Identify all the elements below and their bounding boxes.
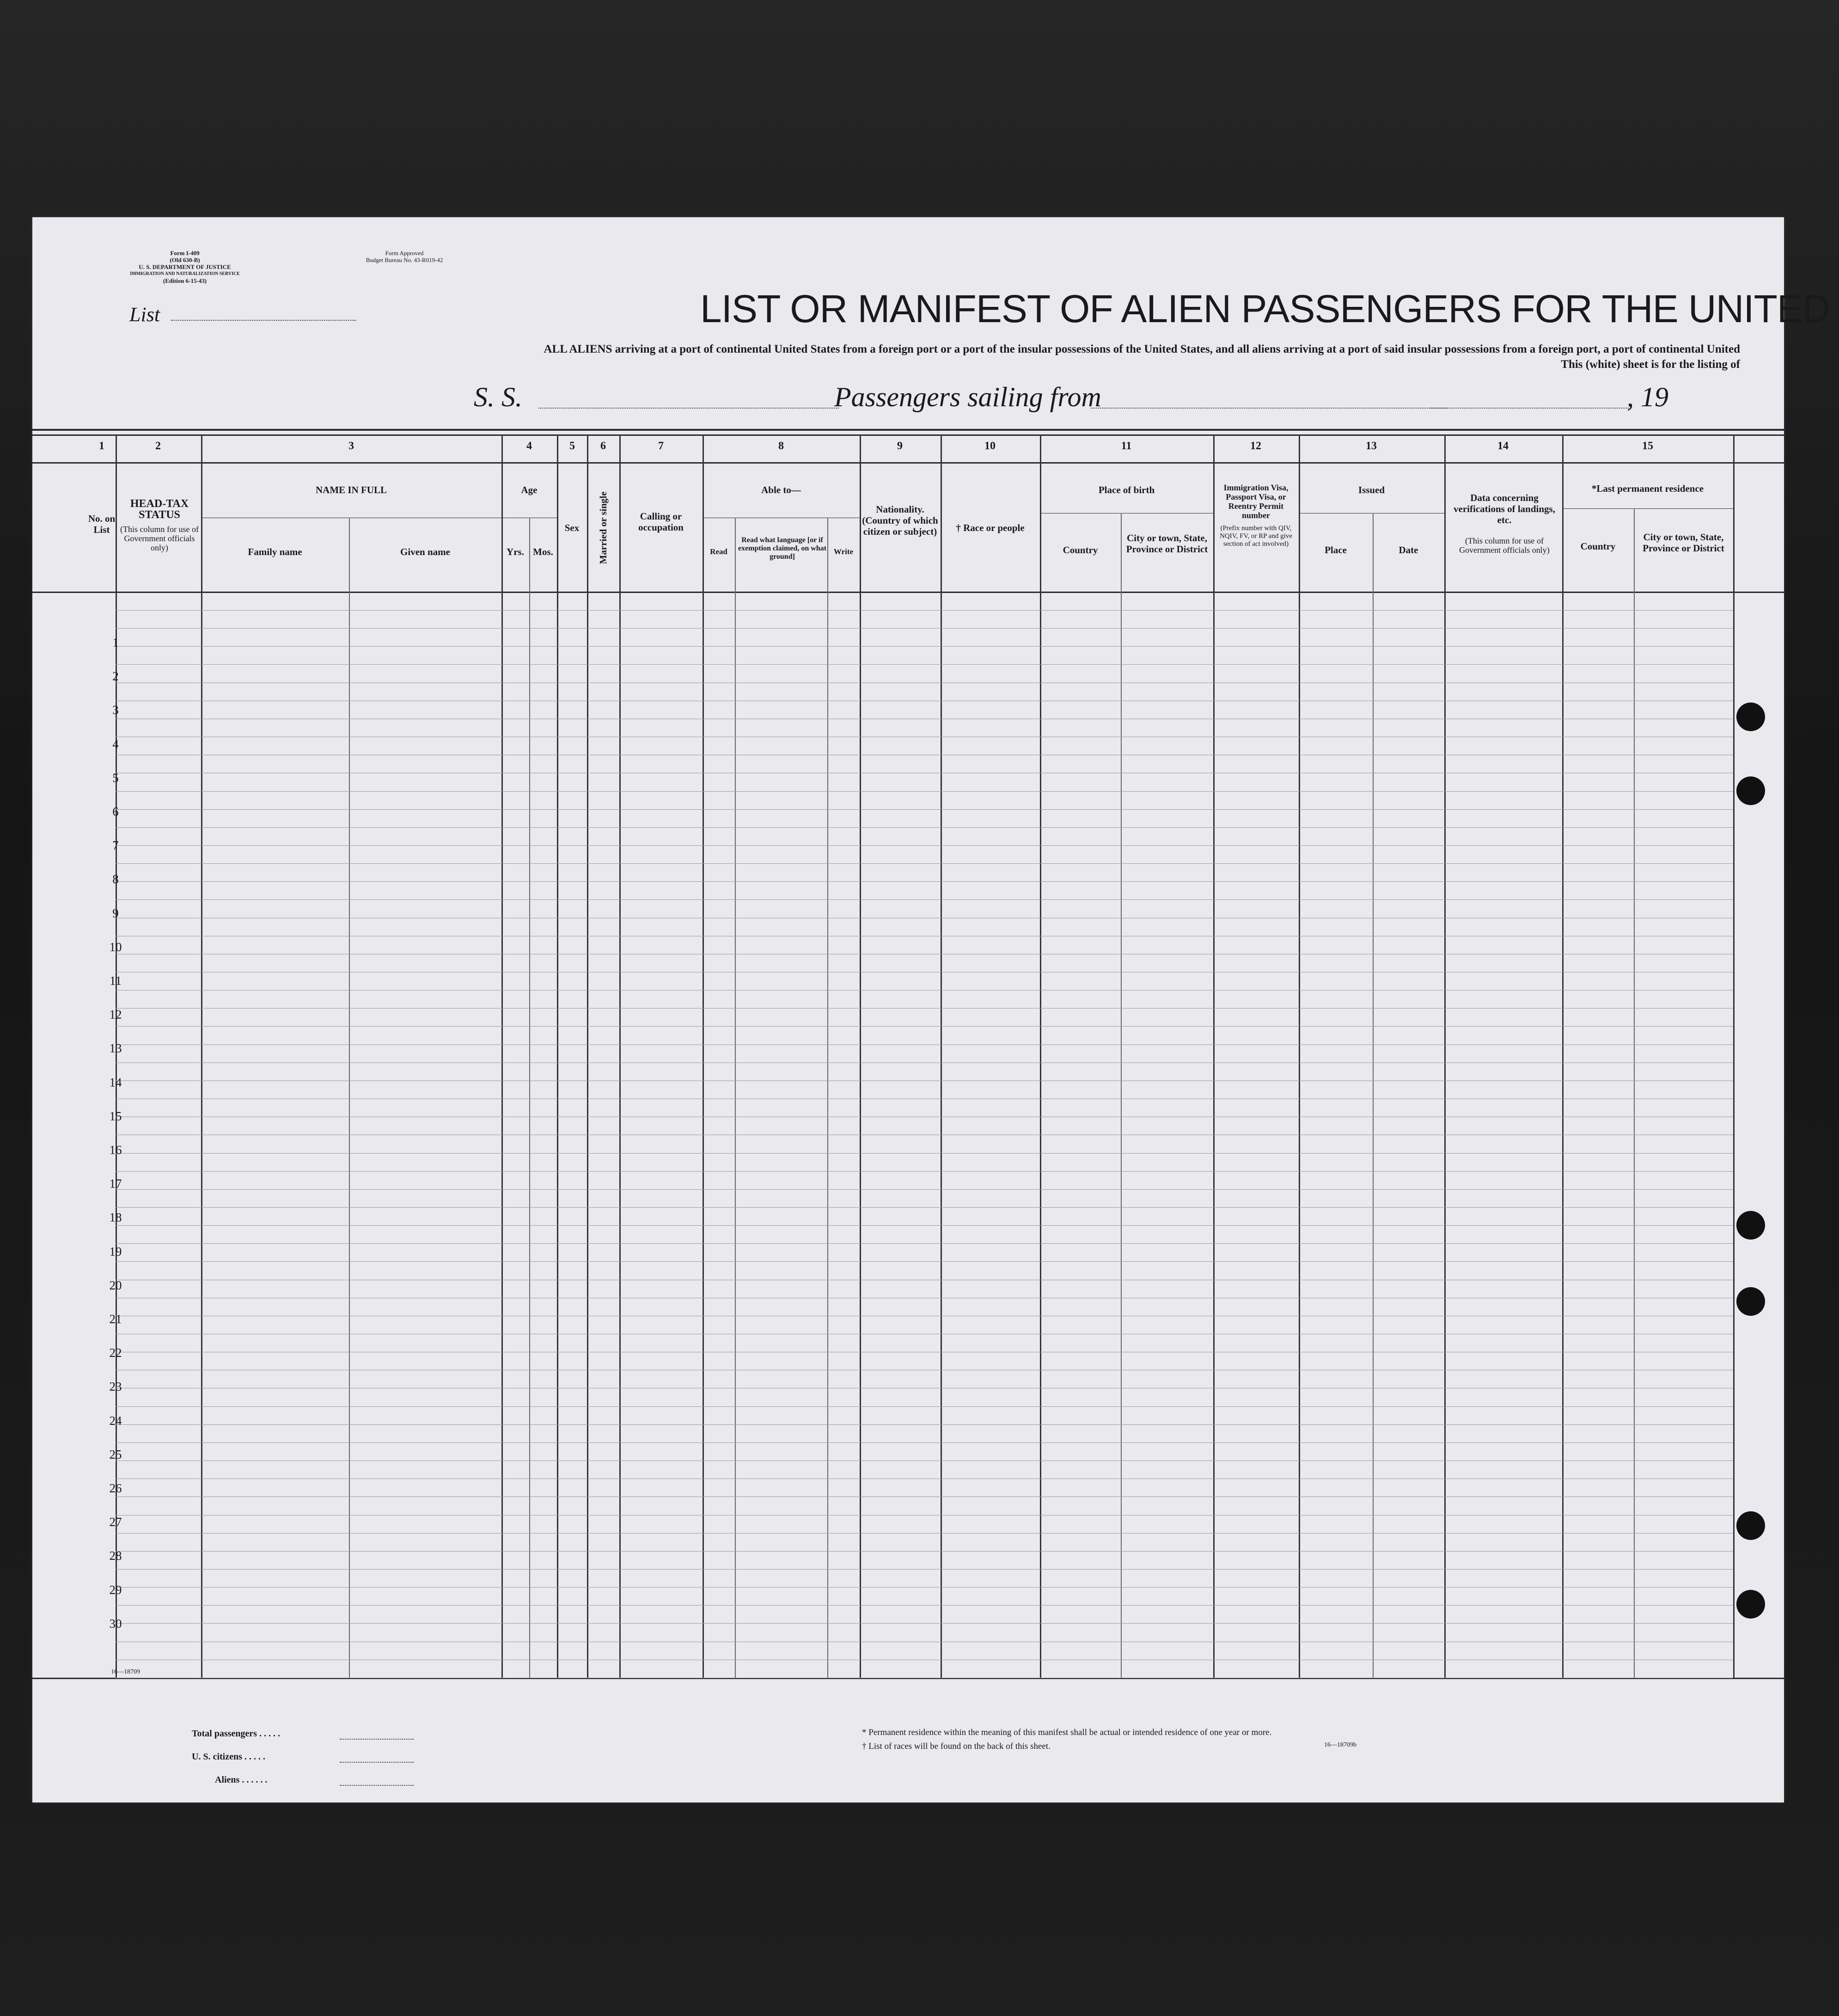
header-visa: Immigration Visa, Passport Visa, or Reentry Permit number bbox=[1223, 483, 1289, 520]
row-number: 6 bbox=[112, 805, 119, 819]
row-rule bbox=[116, 1225, 1733, 1226]
col-number: 14 bbox=[1497, 440, 1509, 452]
row-rule bbox=[116, 1406, 1733, 1407]
row-number: 26 bbox=[109, 1481, 122, 1495]
col-line bbox=[1733, 434, 1735, 1678]
col-line bbox=[1634, 508, 1635, 1678]
row-number: 28 bbox=[109, 1549, 122, 1563]
row-number: 13 bbox=[109, 1041, 122, 1056]
header-city-2: City or town, State, Province or District bbox=[1643, 531, 1724, 554]
list-label: List bbox=[129, 303, 160, 326]
row-rule bbox=[116, 809, 1733, 810]
print-code: 16—18709 bbox=[111, 1668, 140, 1675]
binder-hole bbox=[1736, 776, 1765, 805]
approval-block bbox=[328, 250, 481, 263]
row-rule bbox=[116, 610, 1733, 611]
row-rule bbox=[116, 1478, 1733, 1479]
row-number: 8 bbox=[112, 872, 119, 886]
row-number: 23 bbox=[109, 1380, 122, 1394]
total-line bbox=[340, 1739, 414, 1740]
col-line bbox=[1299, 434, 1300, 1678]
row-rule bbox=[116, 827, 1733, 828]
binder-hole bbox=[1736, 1511, 1765, 1540]
col-line bbox=[860, 434, 861, 1678]
header-calling: Calling or occupation bbox=[638, 511, 684, 533]
form-sub: (Old 630-B) bbox=[170, 257, 200, 263]
row-number: 12 bbox=[109, 1008, 122, 1022]
footer-note-races: † List of races will be found on the back of this sheet. bbox=[862, 1741, 1051, 1751]
row-number: 30 bbox=[109, 1616, 122, 1631]
col-number: 6 bbox=[600, 440, 606, 452]
row-rule bbox=[116, 1587, 1733, 1588]
col-line bbox=[703, 434, 704, 1678]
col-line bbox=[1444, 434, 1446, 1678]
sailing-label: Passengers sailing from bbox=[834, 382, 1101, 412]
row-rule bbox=[116, 664, 1733, 665]
header-no-on-list: No. on List bbox=[88, 513, 116, 535]
row-rule bbox=[116, 899, 1733, 900]
row-number: 18 bbox=[109, 1210, 122, 1225]
date-line bbox=[1430, 408, 1629, 409]
header-date: Date bbox=[1399, 544, 1418, 556]
table-top-rule bbox=[32, 429, 1784, 431]
row-number: 11 bbox=[110, 974, 122, 988]
row-number: 4 bbox=[112, 737, 119, 751]
row-number: 7 bbox=[112, 838, 119, 853]
header-visa-note: (Prefix number with QIV, NQIV, FV, or RP and give section of act involved) bbox=[1220, 525, 1292, 548]
row-rule bbox=[116, 845, 1733, 846]
col-line bbox=[529, 518, 530, 1678]
header-city: City or town, State, Province or District bbox=[1126, 532, 1208, 555]
col-line bbox=[349, 518, 350, 1678]
col-number: 4 bbox=[526, 440, 532, 452]
row-number: 24 bbox=[109, 1413, 122, 1428]
budget: Budget Bureau No. 43-R019-42 bbox=[366, 257, 443, 263]
col-number: 9 bbox=[897, 440, 903, 452]
binder-hole bbox=[1736, 703, 1765, 731]
citizens-line bbox=[340, 1762, 414, 1763]
col-line bbox=[827, 518, 828, 1678]
row-rule bbox=[116, 1442, 1733, 1443]
header-bottom-rule bbox=[32, 592, 1784, 593]
row-number: 15 bbox=[109, 1109, 122, 1123]
col-number: 11 bbox=[1121, 440, 1132, 452]
row-rule bbox=[116, 1551, 1733, 1552]
header-mos: Mos. bbox=[533, 546, 553, 557]
page-title: LIST OR MANIFEST OF ALIEN PASSENGERS FOR THE UNITED bbox=[700, 287, 1830, 330]
ss-label: S. S. bbox=[474, 382, 522, 412]
row-number: 9 bbox=[112, 906, 119, 920]
row-rule bbox=[116, 1424, 1733, 1425]
header-verification-note: (This column for use of Government officials only) bbox=[1459, 536, 1550, 555]
footer-note-residence: * Permanent residence within the meaning of this manifest shall be actual or intended residence of one year or more. bbox=[862, 1728, 1272, 1737]
binder-hole bbox=[1736, 1211, 1765, 1240]
service: IMMIGRATION AND NATURALIZATION SERVICE bbox=[130, 271, 240, 276]
footer-total-passengers: Total passengers . . . . . bbox=[192, 1729, 280, 1739]
row-rule bbox=[116, 1153, 1733, 1154]
header-married-or-single: Married or single bbox=[598, 491, 609, 564]
edition: (Edition 6-15-43) bbox=[163, 277, 207, 284]
row-rule bbox=[116, 628, 1733, 629]
row-number: 16 bbox=[109, 1143, 122, 1157]
header-head-tax: HEAD-TAX STATUS bbox=[130, 498, 189, 521]
row-rule bbox=[116, 1623, 1733, 1624]
col-line bbox=[1562, 434, 1564, 1678]
header-sex: Sex bbox=[564, 522, 580, 533]
row-number: 14 bbox=[109, 1075, 122, 1089]
col-line bbox=[1213, 434, 1215, 1678]
table-top-rule-2 bbox=[32, 434, 1784, 436]
form-id: Form I-409 bbox=[170, 250, 200, 257]
row-number: 29 bbox=[109, 1582, 122, 1597]
row-number: 27 bbox=[109, 1515, 122, 1529]
department: U. S. DEPARTMENT OF JUSTICE bbox=[139, 263, 231, 270]
approved: Form Approved bbox=[385, 250, 424, 257]
header-nationality: Nationality. (Country of which citizen or subject) bbox=[862, 504, 938, 537]
col-line bbox=[619, 434, 621, 1678]
row-number: 21 bbox=[109, 1312, 122, 1326]
row-number: 17 bbox=[109, 1177, 122, 1191]
col-line bbox=[941, 434, 942, 1678]
col-number: 1 bbox=[99, 440, 104, 452]
footer-code: 16—18709b bbox=[1324, 1741, 1356, 1748]
header-read: Read bbox=[710, 547, 727, 556]
row-number: 1 bbox=[112, 635, 119, 649]
row-number: 10 bbox=[109, 940, 122, 954]
header-country-2: Country bbox=[1580, 541, 1616, 552]
col-number: 7 bbox=[658, 440, 664, 452]
row-rule bbox=[116, 1171, 1733, 1172]
ss-line bbox=[538, 408, 839, 409]
row-number: 20 bbox=[109, 1278, 122, 1292]
col-line bbox=[1040, 434, 1041, 1678]
header-yrs: Yrs. bbox=[507, 546, 524, 557]
row-rule bbox=[116, 1189, 1733, 1190]
header-race: † Race or people bbox=[956, 522, 1025, 533]
col-number: 13 bbox=[1366, 440, 1377, 452]
row-rule bbox=[116, 1207, 1733, 1208]
header-issued: Issued bbox=[1358, 484, 1385, 495]
col-number: 8 bbox=[778, 440, 784, 452]
header-write: Write bbox=[833, 547, 854, 556]
header-able-to: Able to— bbox=[761, 484, 801, 495]
row-number: 3 bbox=[112, 703, 119, 717]
row-rule bbox=[116, 1243, 1733, 1244]
col-line bbox=[587, 434, 588, 1678]
subtitle-line-1: ALL ALIENS arriving at a port of continental United States from a foreign port or a port of the insular possessions of the United States, and all aliens arriving at a port of said insular possessions from a foreign port, a port of continental United bbox=[544, 343, 1740, 355]
header-age: Age bbox=[521, 484, 538, 495]
row-rule bbox=[116, 1261, 1733, 1262]
binder-hole bbox=[1736, 1287, 1765, 1316]
form-id-block bbox=[116, 250, 254, 284]
row-rule bbox=[116, 863, 1733, 864]
manifest-sheet bbox=[32, 217, 1830, 1802]
row-number: 2 bbox=[112, 669, 119, 684]
colnum-rule bbox=[32, 462, 1784, 464]
header-head-tax-note: (This column for use of Government officials only) bbox=[120, 525, 199, 552]
col-line bbox=[557, 434, 558, 1678]
aliens-line bbox=[340, 1785, 414, 1786]
header-name-in-full: NAME IN FULL bbox=[315, 484, 387, 495]
header-read-language: Read what language [or if exemption claimed, on what ground] bbox=[738, 536, 827, 561]
row-rule bbox=[116, 1605, 1733, 1606]
binder-hole bbox=[1736, 1590, 1765, 1619]
col-number: 3 bbox=[348, 440, 354, 452]
sailing-line bbox=[1091, 408, 1447, 409]
row-number: 22 bbox=[109, 1346, 122, 1360]
col-line bbox=[1121, 513, 1122, 1678]
subtitle-line-2: This (white) sheet is for the listing of bbox=[1561, 358, 1740, 371]
header-family-name: Family name bbox=[248, 546, 302, 557]
header-verification: Data concerning verifications of landings, etc. bbox=[1454, 492, 1555, 525]
residence-sub-rule bbox=[1562, 508, 1733, 509]
row-rule bbox=[116, 1569, 1733, 1570]
footer-aliens: Aliens . . . . . . bbox=[215, 1775, 268, 1785]
col-number: 12 bbox=[1250, 440, 1261, 452]
header-place: Place bbox=[1325, 544, 1347, 556]
col-line bbox=[201, 434, 202, 1678]
row-number: 19 bbox=[109, 1244, 122, 1258]
row-rule bbox=[116, 791, 1733, 792]
header-last-residence: *Last permanent residence bbox=[1591, 483, 1704, 494]
header-country: Country bbox=[1063, 544, 1098, 556]
list-line bbox=[171, 320, 356, 321]
header-place-of-birth: Place of birth bbox=[1098, 484, 1155, 495]
row-rule bbox=[116, 881, 1733, 882]
col-number: 10 bbox=[984, 440, 996, 452]
col-number: 5 bbox=[569, 440, 575, 452]
col-line bbox=[501, 434, 503, 1678]
col-number: 15 bbox=[1642, 440, 1653, 452]
col-line bbox=[1373, 513, 1374, 1678]
row-rule bbox=[116, 646, 1733, 647]
footer-us-citizens: U. S. citizens . . . . . bbox=[192, 1752, 265, 1762]
header-given-name: Given name bbox=[400, 546, 450, 557]
row-number: 5 bbox=[112, 770, 119, 785]
year-prefix: , 19 bbox=[1627, 382, 1668, 412]
col-line bbox=[735, 518, 736, 1678]
col-number: 2 bbox=[155, 440, 161, 452]
row-rule bbox=[116, 1460, 1733, 1461]
row-number: 25 bbox=[109, 1447, 122, 1461]
